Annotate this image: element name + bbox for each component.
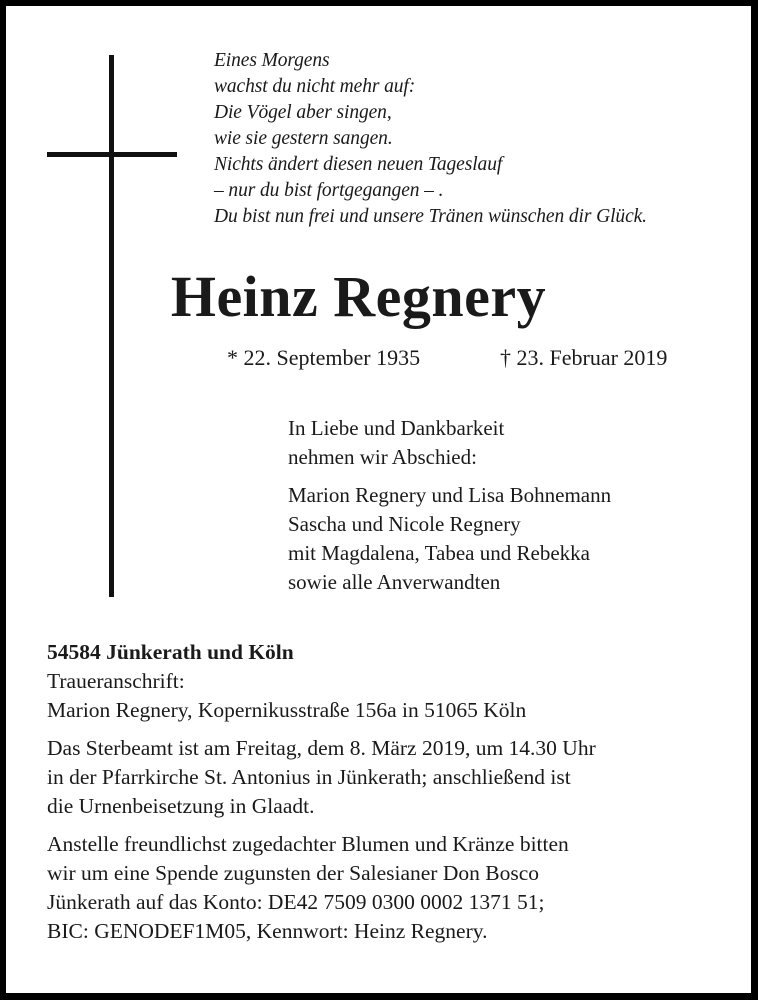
donation-line: BIC: GENODEF1M05, Kennwort: Heinz Regnery. (47, 919, 488, 943)
address-label: Traueranschrift: (47, 669, 185, 693)
cross-icon-bar (47, 152, 177, 157)
poem-line: wie sie gestern sangen. (214, 128, 393, 149)
poem-line: Nichts ändert diesen neuen Tageslauf (214, 154, 503, 175)
obituary-notice (6, 6, 751, 993)
service-line: die Urnenbeisetzung in Glaadt. (47, 794, 315, 818)
service-info (47, 734, 713, 821)
mourner-line: Marion Regnery und Lisa Bohnemann (288, 483, 612, 507)
mourners (288, 414, 611, 597)
birth-date: * 22. September 1935 (227, 345, 421, 370)
poem-line: wachst du nicht mehr auf: (214, 76, 416, 97)
details (47, 638, 713, 946)
mourner-line: sowie alle Anverwandten (288, 570, 501, 594)
deceased-name: Heinz Regnery (170, 264, 547, 329)
poem-line: Eines Morgens (214, 50, 330, 71)
poem-line: Du bist nun frei und unsere Tränen wünschen dir Glück. (214, 206, 647, 227)
poem-line: – nur du bist fortgegangen – . (214, 180, 444, 201)
death-date: † 23. Februar 2019 (500, 345, 668, 370)
poem-line: Die Vögel aber singen, (214, 102, 392, 123)
location: 54584 Jünkerath und Köln (47, 640, 294, 664)
donation-line: Anstelle freundlichst zugedachter Blumen und Kränze bitten (47, 832, 569, 856)
donation-line: Jünkerath auf das Konto: DE42 7509 0300 0002 1371 51; (47, 890, 545, 914)
service-line: Das Sterbeamt ist am Freitag, dem 8. März 2019, um 14.30 Uhr (47, 736, 596, 760)
donation-info (47, 830, 713, 946)
donation-line: wir um eine Spende zugunsten der Salesianer Don Bosco (47, 861, 539, 885)
life-dates (227, 344, 668, 372)
service-line: in der Pfarrkirche St. Antonius in Jünkerath; anschließend ist (47, 765, 571, 789)
mourners-intro: nehmen wir Abschied: (288, 445, 477, 469)
poem (214, 48, 647, 230)
address-line: Marion Regnery, Kopernikusstraße 156a in 51065 Köln (47, 698, 527, 722)
mourner-line: mit Magdalena, Tabea und Rebekka (288, 541, 590, 565)
mourner-line: Sascha und Nicole Regnery (288, 512, 521, 536)
deceased-name-row (6, 264, 751, 330)
mourners-intro: In Liebe und Dankbarkeit (288, 416, 505, 440)
